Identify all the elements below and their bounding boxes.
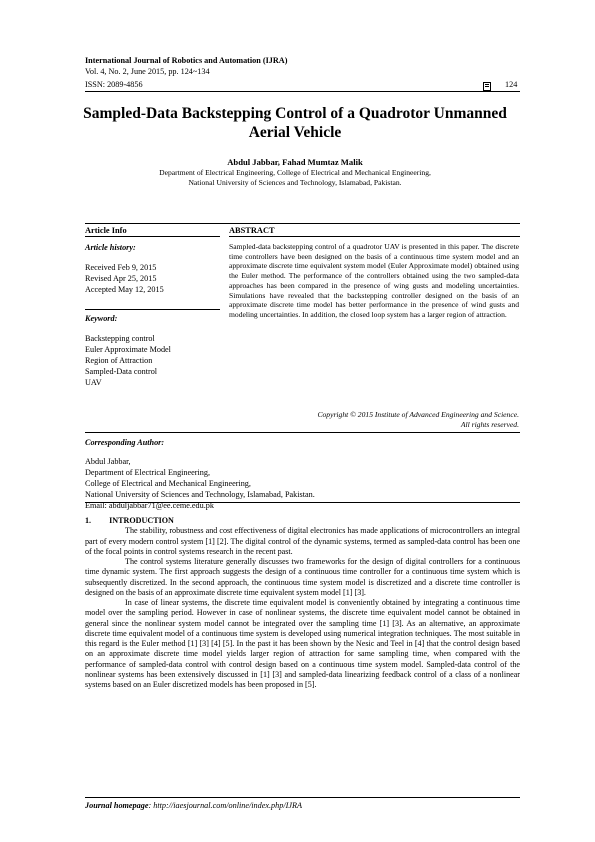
info-bottom-rule [85,432,520,433]
history-list [85,262,164,295]
footer [85,801,302,810]
journal-name: International Journal of Robotics and Automation (IJRA) [85,56,288,65]
history-item: Received Feb 9, 2015 [85,263,157,272]
footer-rule [85,797,520,798]
footer-label: Journal homepage [85,801,149,810]
keyword-item: Backstepping control [85,334,155,343]
keyword-item: Region of Attraction [85,356,153,365]
title-line-1: Sampled-Data Backstepping Control of a Quadrotor Unmanned [83,105,507,122]
corresponding-line: College of Electrical and Mechanical Engineering, [85,479,251,488]
keyword-item: UAV [85,378,102,387]
journal-issn: ISSN: 2089-4856 [85,80,143,89]
keyword-label: Keyword: [85,314,118,323]
info-top-rule [85,223,520,224]
info-left-rule [85,236,220,237]
intro-paragraph: The control systems literature generally discusses two frameworks for the design of digital controllers for a continuous time dynamic system. The first approach suggests the design of a continuous time controller for a continuous time system which is subsequently discretized. In the second approach, the continuous time system model is discretized and a discrete time controller is designed on the basis of an approximate discrete time equivalent system model [1] [3]. [85,557,520,597]
section-number: 1. [85,516,92,525]
article-info-heading: Article Info [85,226,127,235]
corresponding-line: Department of Electrical Engineering, [85,468,211,477]
corresponding-line: National University of Sciences and Technology, Islamabad, Pakistan. [85,490,315,499]
corresponding-line: Abdul Jabbar, [85,457,131,466]
keyword-item: Sampled-Data control [85,367,158,376]
introduction-section [85,516,520,690]
copyright-line-2: All rights reserved. [460,420,519,429]
history-item: Revised Apr 25, 2015 [85,274,157,283]
abstract-rule [229,236,520,237]
copyright [229,410,519,430]
header-rule [85,91,520,92]
abstract-text: Sampled-data backstepping control of a quadrotor UAV is presented in this paper. The discrete time controllers have been designed on the basis of a continuous time system model and an approximate discrete time equivalent system model (Euler Approximate model) obtained using the Euler method. The performance of the controllers obtained using the two sampled-data approaches has been compared in the presence of wing gusts and modeling uncertainties. Simulations have revealed that the backstepping controller designed on the basis of an approximate discrete time model has better performance in the presence of wind gusts and modeling uncertainties. In addition, the closed loop system has a larger region of attraction. [229,242,519,319]
corresponding-label: Corresponding Author: [85,438,165,447]
section-heading [85,516,520,526]
history-item: Accepted May 12, 2015 [85,285,164,294]
journal-volume: Vol. 4, No. 2, June 2015, pp. 124~134 [85,67,210,76]
book-icon [483,82,491,91]
page-number: 124 [505,80,518,89]
keyword-list [85,333,171,388]
intro-paragraph: The stability, robustness and cost effectiveness of digital electronics has made applications of microcontrollers an integral part of every modern control system [1] [2]. The digital control of the dynamic systems, termed as sampled-data control has been one of the focal points in control systems research in the recent past. [85,526,520,556]
keyword-item: Euler Approximate Model [85,345,171,354]
corresponding-details [85,456,315,511]
journal-homepage-link[interactable]: : http://iaesjournal.com/online/index.php/IJRA [148,801,302,810]
corresponding-email[interactable]: Email: abduljabbar71@ee.ceme.edu.pk [85,501,214,510]
affiliation [60,168,530,188]
abstract-heading: ABSTRACT [229,226,275,235]
title-line-2: Aerial Vehicle [248,124,342,141]
affiliation-line-2: National University of Sciences and Technology, Islamabad, Pakistan. [188,178,402,187]
section-title: INTRODUCTION [109,516,174,525]
paper-title [60,104,530,142]
copyright-line-1: Copyright © 2015 Institute of Advanced Engineering and Science. [317,410,519,419]
history-label: Article history: [85,243,136,252]
history-rule [85,309,220,310]
authors: Abdul Jabbar, Fahad Mumtaz Malik [227,157,363,167]
affiliation-line-1: Department of Electrical Engineering, College of Electrical and Mechanical Engineering, [159,168,431,177]
intro-paragraph: In case of linear systems, the discrete time equivalent model is conveniently obtained by integrating a continuous time model over the sampling period. However in case of nonlinear systems, the discrete time equivalent model cannot be obtained in general since the nonlinear system model cannot be integrated over the sampling time [1] [3]. As an alternative, an approximate discrete time equivalent model of a continuous time system is developed using numerical integration techniques. The most suitable in this regard is the Euler method [1] [3] [4] [5]. In the past it has been shown by the Nesic and Teel in [4] that the control design based on an approximate discrete time model yields larger region of attraction for same sampling time, when compared with the performance of sampled-data control with control design based on a continuous time system model. Sampled-data control of the nonlinear systems has been extensively discussed in [1] [3] and sampled-data linearizing feedback control of a class of a nonlinear systems based on an Euler discretized models has been proposed in [5]. [85,598,520,689]
